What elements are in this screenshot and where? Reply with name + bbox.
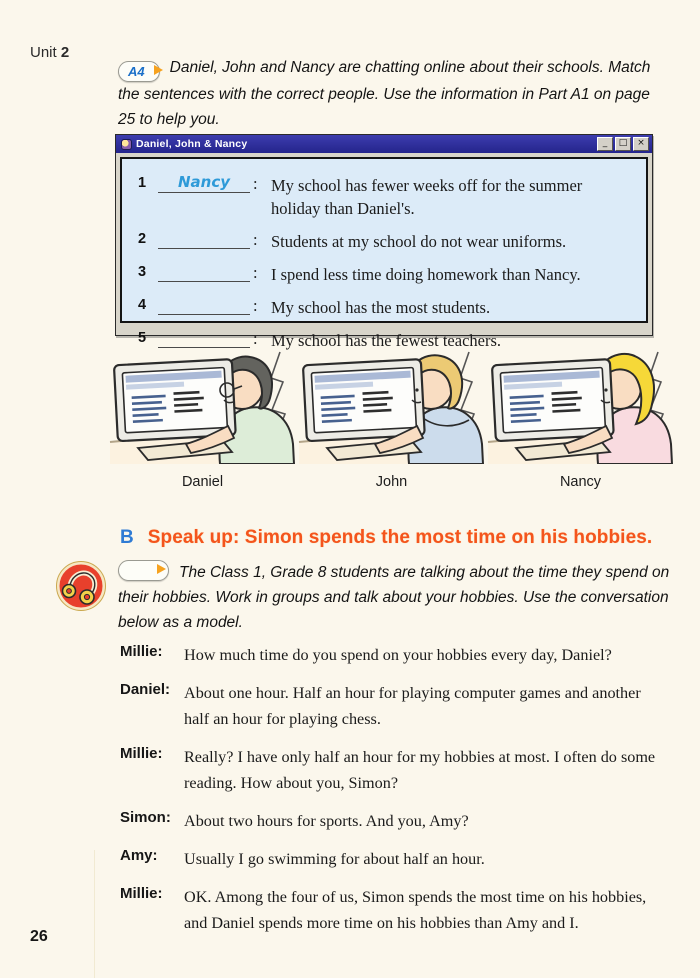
play-arrow-icon: [157, 564, 166, 574]
speaker-label: Amy:: [120, 847, 158, 864]
boy-at-computer-icon: [297, 348, 486, 464]
answer-blank-4[interactable]: [158, 295, 250, 315]
a4-badge: [118, 61, 160, 82]
dialogue-row: [120, 744, 670, 796]
maximize-button[interactable]: □: [615, 137, 631, 151]
section-b-letter: B: [120, 527, 134, 548]
answer-text: Nancy: [177, 173, 231, 191]
colon: :: [253, 263, 258, 282]
page-crease-line: [94, 850, 95, 978]
answer-blank-2[interactable]: [158, 229, 250, 249]
nancy-label: Nancy: [559, 474, 602, 490]
colon: :: [253, 329, 258, 348]
a4-badge-label: A4: [128, 64, 145, 79]
item-number: 2: [138, 231, 147, 247]
colon: :: [253, 230, 258, 249]
colon: :: [253, 174, 258, 193]
sentence-text: My school has the fewest teachers.: [271, 331, 502, 350]
john-illustration: [297, 348, 486, 490]
boy-at-computer-icon: [108, 348, 297, 464]
sentence-text: Students at my school do not wear uniforms.: [271, 232, 567, 251]
dialogue-row: [120, 680, 670, 732]
unit-number: 2: [60, 44, 70, 61]
speak-up-icon: [56, 561, 106, 616]
chat-item: [138, 262, 638, 286]
colon: :: [253, 296, 258, 315]
sentence-text: My school has the most students.: [271, 298, 491, 317]
listen-badge: [118, 560, 169, 581]
dialogue-row: [120, 884, 670, 936]
speaker-label: Millie:: [120, 885, 163, 902]
chat-window-body: [120, 157, 648, 350]
section-a4-instruction-block: [118, 55, 663, 132]
girl-at-computer-icon: [486, 348, 675, 464]
unit-label: [30, 44, 69, 61]
dialogue-row: [120, 846, 670, 872]
chat-window-icon: [121, 139, 132, 150]
section-b-instruction-block: [118, 560, 674, 635]
unit-word: Unit: [30, 44, 57, 61]
section-b-header: [120, 527, 690, 549]
dialogue-text: How much time do you spend on your hobbies every day, Daniel?: [184, 646, 612, 664]
illustrations-row: [108, 348, 676, 490]
a4-instruction-text: Daniel, John and Nancy are chatting online about their schools. Match the sentences with the correct people. Use the information in Part A1 on page 25 to help you.: [118, 59, 651, 128]
sentence-text: I spend less time doing homework than Nancy.: [271, 265, 581, 284]
chat-window-titlebar: [116, 135, 652, 153]
speaker-label: Simon:: [120, 809, 171, 826]
section-b-heading: Speak up: Simon spends the most time on his hobbies.: [147, 527, 653, 548]
page-number: 26: [30, 928, 48, 945]
sentence-text: My school has fewer weeks off for the summer holiday than Daniel's.: [271, 176, 583, 218]
dialogue-text: OK. Among the four of us, Simon spends the most time on his hobbies, and Daniel spends more time on his hobbies than Amy and I.: [184, 888, 647, 932]
play-arrow-icon: [154, 65, 163, 75]
dialogue-text: Usually I go swimming for about half an hour.: [184, 850, 485, 868]
item-number: 4: [138, 297, 147, 313]
dialogue-row: [120, 808, 670, 834]
chat-window-title: Daniel, John & Nancy: [136, 138, 248, 150]
item-number: 5: [138, 330, 147, 346]
dialogue-text: About two hours for sports. And you, Amy?: [184, 812, 469, 830]
item-number: 3: [138, 264, 147, 280]
item-number: 1: [138, 175, 147, 191]
chat-window: [115, 134, 653, 350]
chat-item: [138, 295, 638, 319]
minimize-button[interactable]: _: [597, 137, 613, 151]
dialogue-text: Really? I have only half an hour for my hobbies at most. I often do some reading. How about you, Simon?: [184, 748, 656, 792]
close-button[interactable]: ×: [633, 137, 649, 151]
dialogue-text: About one hour. Half an hour for playing computer games and another half an hour for playing chess.: [184, 684, 641, 728]
section-b-instruction-text: The Class 1, Grade 8 students are talking about the time they spend on their hobbies. Work in groups and talk about your hobbies. Use the conversation below as a model.: [118, 564, 670, 631]
daniel-illustration: [108, 348, 297, 490]
chat-item: [138, 173, 638, 220]
dialogue-row: [120, 642, 670, 668]
chat-item: [138, 229, 638, 253]
answer-blank-5[interactable]: [158, 328, 250, 348]
answer-blank-3[interactable]: [158, 262, 250, 282]
dialogue: [120, 642, 670, 948]
daniel-label: Daniel: [181, 474, 224, 490]
speaker-label: Daniel:: [120, 681, 171, 698]
nancy-illustration: [486, 348, 675, 490]
speaker-label: Millie:: [120, 643, 163, 660]
answer-blank-1[interactable]: [158, 173, 250, 193]
john-label: John: [375, 474, 408, 490]
speaker-label: Millie:: [120, 745, 163, 762]
